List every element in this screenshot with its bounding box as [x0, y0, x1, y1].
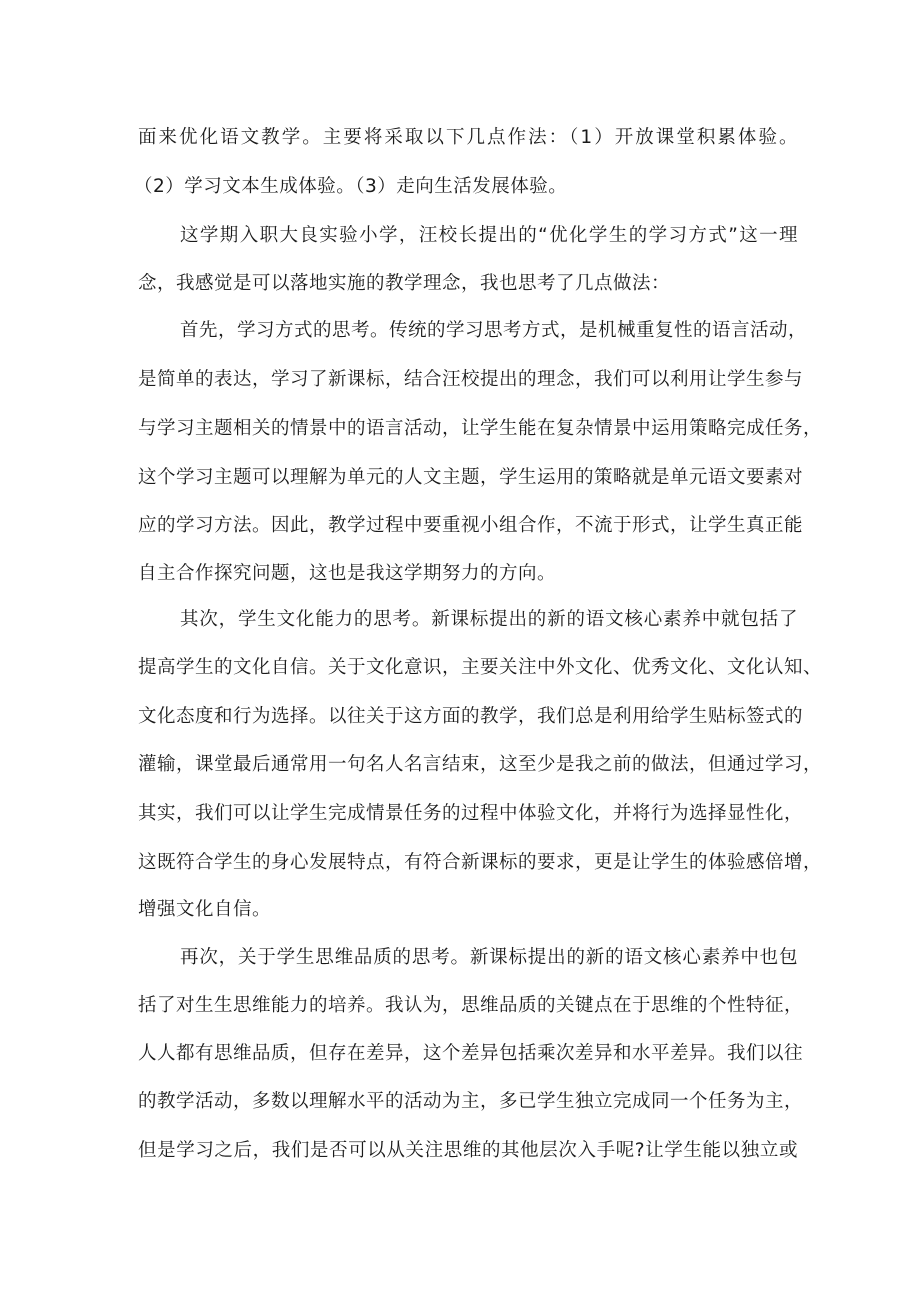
text-line: 但是学习之后，我们是否可以从关注思维的其他层次入手呢?让学生能以独立或 [138, 1140, 798, 1161]
text-line: 是简单的表达，学习了新课标，结合汪校提出的理念，我们可以利用让学生参与 [138, 369, 804, 390]
text-line: 这既符合学生的身心发展特点，有符合新课标的要求，更是让学生的体验感倍增， [138, 852, 823, 873]
text-line: 括了对生生思维能力的培养。我认为，思维品质的关键点在于思维的个性特征， [138, 995, 804, 1016]
text-line: 灌输，课堂最后通常用一句名人名言结束，这至少是我之前的做法，但通过学习， [138, 754, 823, 775]
text-line: 面来优化语文教学。主要将采取以下几点作法：（1）开放课堂积累体验。 [138, 127, 798, 148]
text-line: 应的学习方法。因此，教学过程中要重视小组合作，不流于形式，让学生真正能 [138, 515, 804, 536]
text-line: 再次，关于学生思维品质的思考。新课标提出的新的语文核心素养中也包 [180, 947, 798, 968]
text-line: 其实，我们可以让学生完成情景任务的过程中体验文化，并将行为选择显性化， [138, 803, 804, 824]
text-line: 首先，学习方式的思考。传统的学习思考方式，是机械重复性的语言活动， [180, 320, 808, 341]
text-line: 提高学生的文化自信。关于文化意识，主要关注中外文化、优秀文化、文化认知、 [138, 657, 823, 678]
text-line: 文化态度和行为选择。以往关于这方面的教学，我们总是利用给学生贴标签式的 [138, 706, 804, 727]
text-line: 增强文化自信。 [138, 899, 272, 920]
text-line: 与学习主题相关的情景中的语言活动，让学生能在复杂情景中运用策略完成任务， [138, 418, 823, 439]
text-line: 的教学活动，多数以理解水平的活动为主，多已学生独立完成同一个任务为主， [138, 1091, 804, 1112]
text-line: 这学期入职大良实验小学，汪校长提出的“优化学生的学习方式”这一理 [180, 225, 798, 246]
text-line: 自主合作探究问题，这也是我这学期努力的方向。 [138, 563, 557, 584]
text-line: 这个学习主题可以理解为单元的人文主题，学生运用的策略就是单元语文要素对 [138, 467, 804, 488]
text-line: 人人都有思维品质，但存在差异，这个差异包括乘次差异和水平差异。我们以往 [138, 1043, 804, 1064]
text-line: 念，我感觉是可以落地实施的教学理念，我也思考了几点做法： [138, 273, 671, 294]
text-line: （2）学习文本生成体验。（3）走向生活发展体验。 [134, 176, 568, 197]
text-line: 其次，学生文化能力的思考。新课标提出的新的语文核心素养中就包括了 [180, 609, 798, 630]
